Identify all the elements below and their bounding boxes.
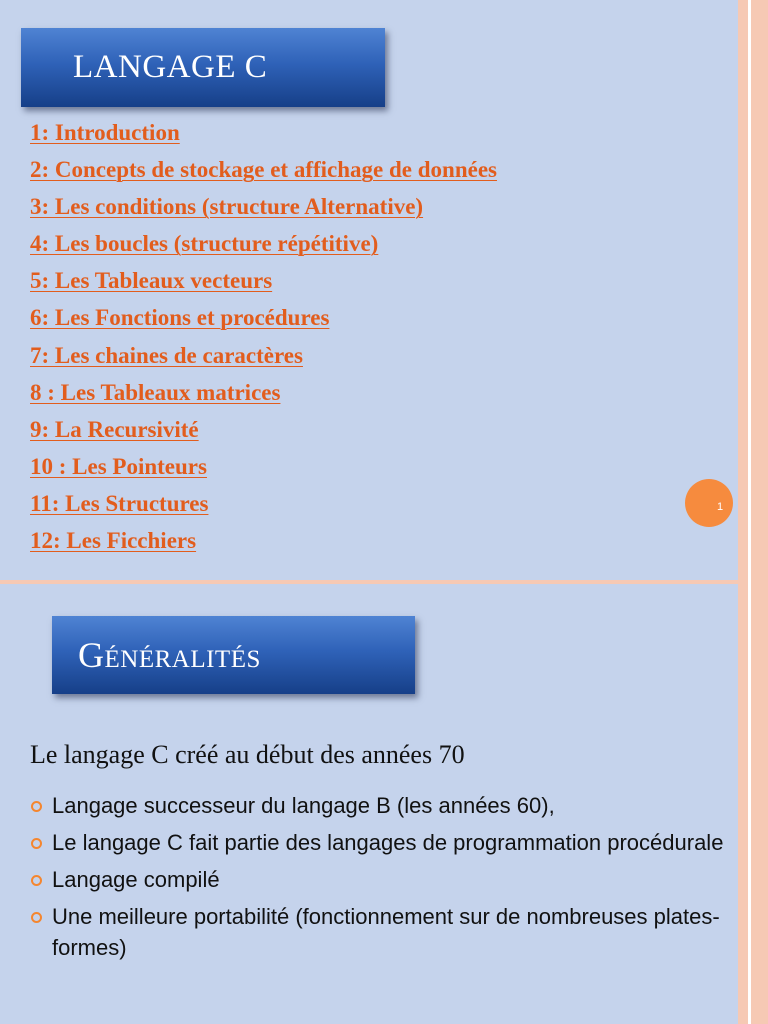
table-of-contents xyxy=(30,116,497,561)
slide-title: Généralités xyxy=(78,635,261,675)
toc-item xyxy=(30,264,497,301)
page-number: 1 xyxy=(716,501,724,513)
bullet-text: Le langage C fait partie des langages de programmation procédurale xyxy=(52,830,724,855)
slide-title-box xyxy=(21,28,385,107)
bullet-list xyxy=(30,790,730,969)
toc-link-1[interactable]: 1: Introduction xyxy=(30,120,180,145)
toc-item xyxy=(30,339,497,376)
toc-link-5[interactable]: 5: Les Tableaux vecteurs xyxy=(30,268,273,294)
toc-link-9[interactable]: 9: La Recursivité xyxy=(30,416,199,442)
toc-item xyxy=(30,487,497,524)
toc-item xyxy=(30,153,497,190)
toc-link-6[interactable]: 6: Les Fonctions et procédures xyxy=(30,305,330,331)
toc-link-2[interactable]: 2: Concepts de stockage et affichage de données xyxy=(30,157,497,183)
toc-item xyxy=(30,190,497,227)
toc-item xyxy=(30,301,497,338)
toc-item xyxy=(30,413,497,450)
slide-title-box xyxy=(52,616,415,694)
page-number-badge xyxy=(685,479,733,527)
bullet-text: Une meilleure portabilité (fonctionnement sur de nombreuses plates-formes) xyxy=(52,904,720,960)
toc-link-12[interactable]: 12: Les Ficchiers xyxy=(30,528,197,554)
toc-item xyxy=(30,116,497,153)
toc-link-8[interactable]: 8 : Les Tableaux matrices xyxy=(30,379,281,405)
slide-2 xyxy=(0,584,738,1024)
toc-item xyxy=(30,450,497,487)
toc-link-4[interactable]: 4: Les boucles (structure répétitive) xyxy=(30,231,379,257)
toc-link-11[interactable]: 11: Les Structures xyxy=(30,490,209,516)
slide-title: LANGAGE C xyxy=(73,49,268,85)
bullet-item xyxy=(30,901,730,963)
page-right-border xyxy=(748,0,751,1024)
toc-item xyxy=(30,376,497,413)
bullet-text: Langage compilé xyxy=(52,867,220,892)
ring-bullet-icon xyxy=(31,875,42,886)
ring-bullet-icon xyxy=(31,912,42,923)
toc-link-3[interactable]: 3: Les conditions (structure Alternative) xyxy=(30,194,424,220)
bullet-item xyxy=(30,790,730,821)
bullet-text: Langage successeur du langage B (les années 60), xyxy=(52,793,555,818)
ring-bullet-icon xyxy=(31,838,42,849)
intro-heading: Le langage C créé au début des années 70 xyxy=(30,740,465,769)
ring-bullet-icon xyxy=(31,801,42,812)
toc-item xyxy=(30,227,497,264)
toc-link-10[interactable]: 10 : Les Pointeurs xyxy=(30,453,207,479)
toc-link-7[interactable]: 7: Les chaines de caractères xyxy=(30,342,303,368)
toc-item xyxy=(30,524,497,561)
bullet-item xyxy=(30,827,730,858)
bullet-item xyxy=(30,864,730,895)
